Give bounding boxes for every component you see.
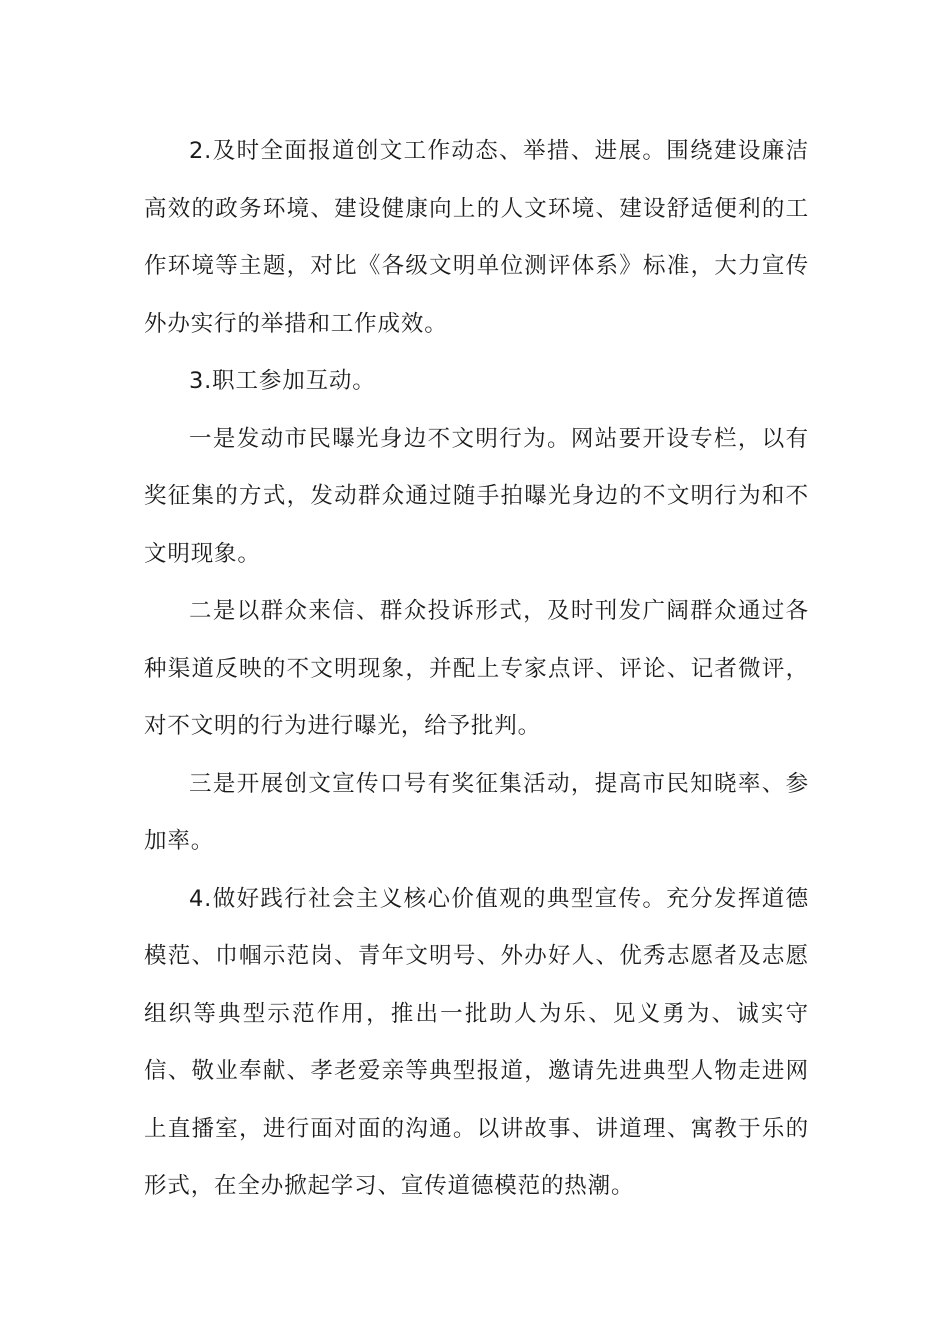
paragraph-second-point: 二是以群众来信、群众投诉形式，及时刊发广阔群众通过各种渠道反映的不文明现象，并配上专家点评、评论、记者微评，对不文明的行为进行曝光，给予批判。 [144,598,809,739]
paragraph-item-3-heading: 3.职工参加互动。 [189,368,376,394]
paragraph-item-4: 4.做好践行社会主义核心价值观的典型宣传。充分发挥道德模范、巾帼示范岗、青年文明号、外办好人、优秀志愿者及志愿组织等典型示范作用，推出一批助人为乐、见义勇为、诚实守信、敬业奉献、孝老爱亲等典型报道，邀请先进典型人物走进网上直播室，进行面对面的沟通。以讲故事、讲道理、寓教于乐的形式，在全办掀起学习、宣传道德模范的热潮。 [144,885,809,1199]
paragraph-first-point: 一是发动市民曝光身边不文明行为。网站要开设专栏，以有奖征集的方式，发动群众通过随手拍曝光身边的不文明行为和不文明现象。 [144,425,809,567]
paragraph-item-2: 2.及时全面报道创文工作动态、举措、进展。围绕建设廉洁高效的政务环境、建设健康向上的人文环境、建设舒适便利的工作环境等主题，对比《各级文明单位测评体系》标准，大力宣传外办实行的举措和工作成效。 [144,138,809,337]
document-body [144,123,809,1216]
paragraph-third-point: 三是开展创文宣传口号有奖征集活动，提高市民知晓率、参加率。 [144,770,809,854]
